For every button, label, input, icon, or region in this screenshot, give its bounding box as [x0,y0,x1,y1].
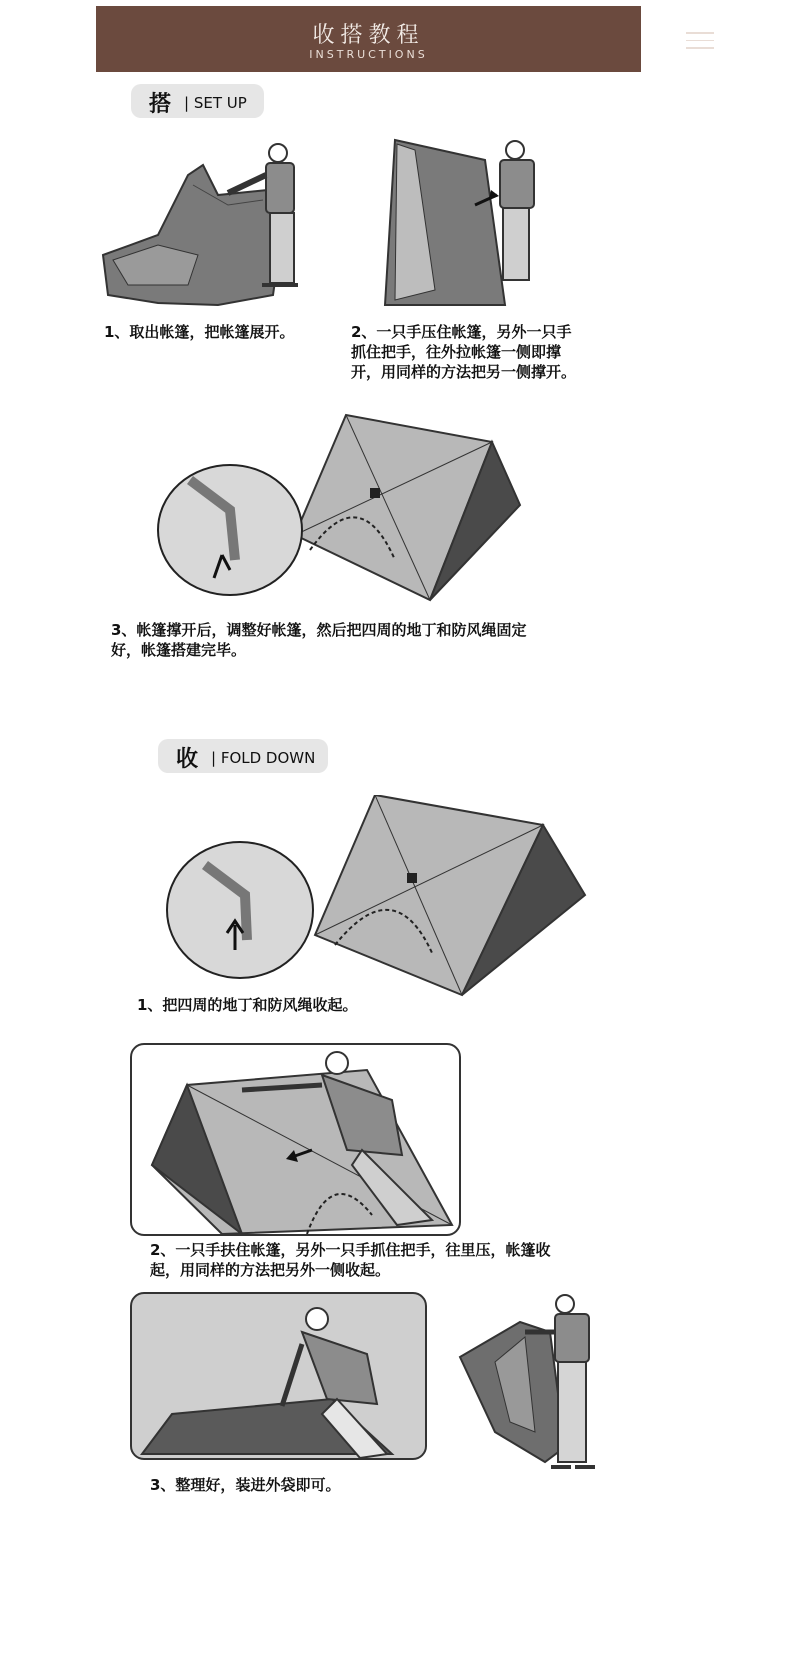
folddown-step2-caption: 2、一只手扶住帐篷，另外一只手抓住把手，往里压，帐篷收 起，用同样的方法把另外一侧收起。 [150,1241,551,1279]
setup-step1-caption: 1、取出帐篷，把帐篷展开。 [104,323,295,341]
setup-step1-illustration [98,135,318,325]
setup-title-cn: 搭 [149,92,172,117]
setup-step2-caption: 2、一只手压住帐篷，另外一只手 抓住把手，往外拉帐篷一侧即撑 开，用同样的方法把另一侧撑开。 [351,323,577,381]
setup-step2-illustration [375,130,575,320]
folddown-step1-illustration [165,795,605,1005]
folddown-step2-frame [130,1043,461,1236]
folddown-step3-bagging-illustration [455,1292,625,1487]
folddown-section-label [158,739,328,773]
setup-title-en: | SET UP [184,94,247,112]
folddown-step3-frame [130,1292,427,1460]
folddown-step3-illustration [132,1294,425,1458]
folddown-step2-illustration [132,1045,459,1234]
setup-step3-illustration [150,410,550,610]
instructions-banner [96,6,641,72]
setup-step3-caption: 3、帐篷撑开后，调整好帐篷，然后把四周的地丁和防风绳固定 好，帐篷搭建完毕。 [111,621,527,659]
banner-title: 收搭教程 [312,23,425,48]
folddown-title-cn: 收 [176,747,199,772]
folddown-step1-caption: 1、把四周的地丁和防风绳收起。 [137,996,358,1014]
setup-section-label [131,84,264,118]
folddown-step3-caption: 3、整理好，装进外袋即可。 [150,1476,341,1494]
hamburger-menu-icon[interactable] [686,32,714,50]
folddown-title-en: | FOLD DOWN [211,749,316,767]
banner-subtitle: INSTRUCTIONS [309,48,428,61]
